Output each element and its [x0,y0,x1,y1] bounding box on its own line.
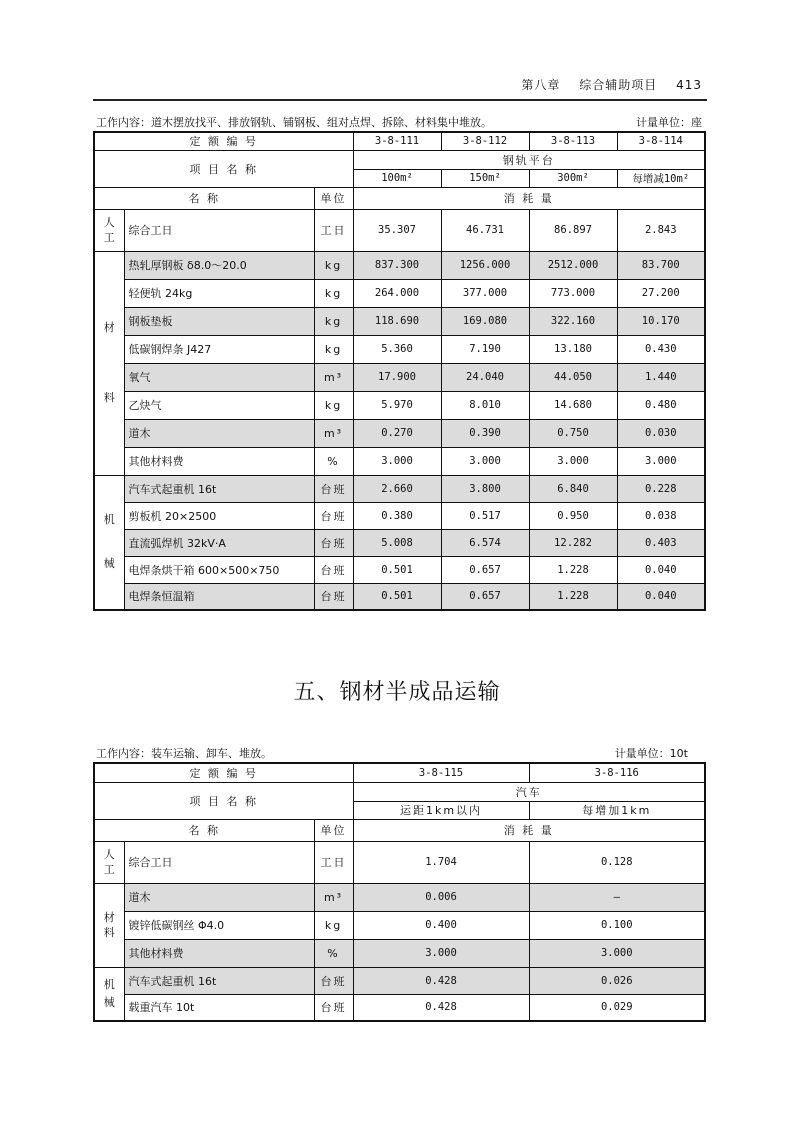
item-label: 项 目 名 称 [94,782,353,819]
group-label: 钢轨平台 [353,150,705,169]
row-unit: kg [314,251,353,279]
size-cell: 每增加1km [529,801,705,819]
row-value: 3.800 [441,475,529,502]
row-value: 1.704 [353,841,529,883]
code-cell: 3-8-114 [617,132,705,150]
page-header [507,76,702,93]
row-value: 13.180 [529,335,617,363]
col-consume-header: 消 耗 量 [353,187,705,209]
col-unit-header: 单位 [314,819,353,841]
row-value: 24.040 [441,363,529,391]
row-value: 7.190 [441,335,529,363]
row-value: 0.480 [617,391,705,419]
row-value: 1.228 [529,583,617,610]
row-value: 773.000 [529,279,617,307]
row-value: 0.026 [529,967,705,994]
row-value: 264.000 [353,279,441,307]
row-value: 0.501 [353,583,441,610]
row-value: 0.501 [353,556,441,583]
code-cell: 3-8-112 [441,132,529,150]
row-value: — [529,883,705,911]
row-value: 86.897 [529,209,617,251]
row-value: 0.390 [441,419,529,447]
row-value: 0.403 [617,529,705,556]
row-value: 0.750 [529,419,617,447]
row-name: 汽车式起重机 16t [124,967,314,994]
row-value: 0.030 [617,419,705,447]
measure-unit-1: 计量单位：座 [636,116,702,129]
row-value: 35.307 [353,209,441,251]
row-name: 直流弧焊机 32kV·A [124,529,314,556]
measure-unit-2: 计量单位：10t [614,747,688,760]
row-name: 钢板垫板 [124,307,314,335]
row-name: 综合工日 [124,209,314,251]
col-consume-header: 消 耗 量 [353,819,705,841]
row-value: 0.950 [529,502,617,529]
row-unit: kg [314,911,353,939]
row-value: 1.228 [529,556,617,583]
row-name: 电焊条烘干箱 600×500×750 [124,556,314,583]
row-value: 10.170 [617,307,705,335]
row-name: 热轧厚钢板 δ8.0～20.0 [124,251,314,279]
row-value: 44.050 [529,363,617,391]
quota-table-1 [93,131,706,611]
row-value: 0.040 [617,556,705,583]
row-value: 17.900 [353,363,441,391]
row-value: 0.430 [617,335,705,363]
header-rule [93,99,707,101]
page-number: 413 [676,78,702,92]
row-value: 0.038 [617,502,705,529]
machine-rows [94,475,705,610]
category-material: 材料 [94,251,124,475]
row-value: 0.657 [441,583,529,610]
row-name: 氧气 [124,363,314,391]
row-value: 0.428 [353,994,529,1021]
row-value: 1.440 [617,363,705,391]
row-unit: 台班 [314,994,353,1021]
row-value: 169.080 [441,307,529,335]
row-name: 剪板机 20×2500 [124,502,314,529]
machine-rows [94,967,705,1021]
col-name-header: 名 称 [94,819,314,841]
row-unit: 台班 [314,583,353,610]
category-machine: 机械 [94,475,124,610]
size-cell: 150m² [441,169,529,187]
row-value: 0.128 [529,841,705,883]
row-value: 322.160 [529,307,617,335]
row-value: 377.000 [441,279,529,307]
row-value: 6.574 [441,529,529,556]
row-unit: kg [314,391,353,419]
row-name: 综合工日 [124,841,314,883]
row-unit: 台班 [314,556,353,583]
code-cell: 3-8-113 [529,132,617,150]
row-value: 0.428 [353,967,529,994]
row-name: 载重汽车 10t [124,994,314,1021]
row-value: 6.840 [529,475,617,502]
code-cell: 3-8-116 [529,763,705,782]
code-label: 定 额 编 号 [94,132,353,150]
row-unit: kg [314,279,353,307]
row-unit: kg [314,307,353,335]
code-cell: 3-8-111 [353,132,441,150]
row-value: 2.660 [353,475,441,502]
row-name: 低碳钢焊条 J427 [124,335,314,363]
row-value: 3.000 [353,447,441,475]
row-value: 0.400 [353,911,529,939]
row-unit: % [314,447,353,475]
section-label: 综合辅助项目 [579,78,658,92]
row-unit: 台班 [314,529,353,556]
row-value: 837.300 [353,251,441,279]
size-cell: 100m² [353,169,441,187]
row-unit: m³ [314,419,353,447]
col-unit-header: 单位 [314,187,353,209]
category-labor: 人工 [94,841,124,883]
row-unit: m³ [314,883,353,911]
row-name: 其他材料费 [124,939,314,967]
row-value: 3.000 [529,447,617,475]
row-name: 道木 [124,419,314,447]
work-content-2: 工作内容：装车运输、卸车、堆放。 [96,747,272,760]
row-value: 3.000 [617,447,705,475]
row-value: 0.380 [353,502,441,529]
section-title: 五、钢材半成品运输 [293,680,501,705]
item-label: 项 目 名 称 [94,150,353,187]
row-name: 其他材料费 [124,447,314,475]
row-value: 12.282 [529,529,617,556]
col-name-header: 名 称 [94,187,314,209]
row-value: 0.100 [529,911,705,939]
row-unit: % [314,939,353,967]
row-value: 27.200 [617,279,705,307]
row-value: 0.006 [353,883,529,911]
row-value: 0.657 [441,556,529,583]
row-value: 8.010 [441,391,529,419]
row-value: 3.000 [353,939,529,967]
row-unit: 台班 [314,967,353,994]
row-value: 0.270 [353,419,441,447]
size-cell: 运距1km以内 [353,801,529,819]
row-name: 乙炔气 [124,391,314,419]
row-value: 3.000 [529,939,705,967]
row-unit: kg [314,335,353,363]
row-value: 118.690 [353,307,441,335]
row-unit: 工日 [314,841,353,883]
material-rows [94,883,705,967]
material-rows [94,251,705,475]
row-value: 14.680 [529,391,617,419]
row-unit: m³ [314,363,353,391]
row-value: 5.360 [353,335,441,363]
row-unit: 台班 [314,475,353,502]
row-value: 2512.000 [529,251,617,279]
category-material: 材料 [94,883,124,967]
row-name: 电焊条恒温箱 [124,583,314,610]
row-value: 2.843 [617,209,705,251]
row-value: 0.228 [617,475,705,502]
row-value: 3.000 [441,447,529,475]
row-value: 0.517 [441,502,529,529]
code-label: 定 额 编 号 [94,763,353,782]
code-cell: 3-8-115 [353,763,529,782]
row-name: 镀锌低碳钢丝 Φ4.0 [124,911,314,939]
row-unit: 台班 [314,502,353,529]
size-cell: 300m² [529,169,617,187]
size-cell: 每增减10m² [617,169,705,187]
chapter-label: 第八章 [521,78,561,92]
row-value: 5.970 [353,391,441,419]
row-name: 道木 [124,883,314,911]
row-name: 轻便轨 24kg [124,279,314,307]
row-name: 汽车式起重机 16t [124,475,314,502]
row-value: 0.040 [617,583,705,610]
row-unit: 工日 [314,209,353,251]
work-content-1: 工作内容：道木摆放找平、排放钢轨、铺钢板、组对点焊、拆除、材料集中堆放。 [96,116,492,129]
row-value: 83.700 [617,251,705,279]
row-value: 46.731 [441,209,529,251]
row-value: 0.029 [529,994,705,1021]
quota-table-2 [93,762,706,1022]
group-label: 汽车 [353,782,705,801]
category-labor: 人工 [94,209,124,251]
row-value: 1256.000 [441,251,529,279]
category-machine: 机械 [94,967,124,1021]
row-value: 5.008 [353,529,441,556]
